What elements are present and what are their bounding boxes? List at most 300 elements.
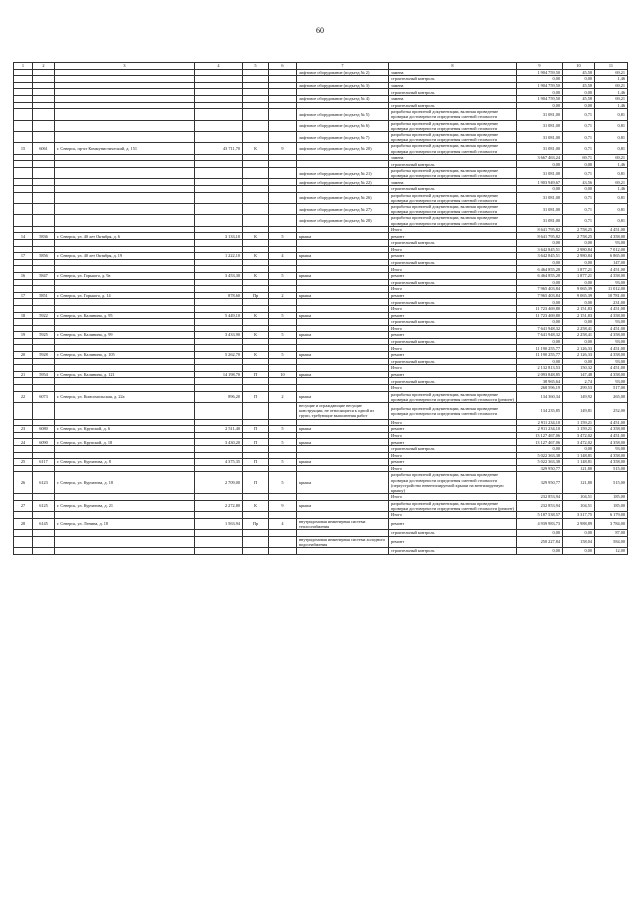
table-cell <box>243 102 269 109</box>
table-cell: 0,00 <box>563 102 595 109</box>
table-cell <box>297 530 389 537</box>
table-cell: 5925 <box>33 332 55 339</box>
table-cell: лифтовое оборудование (подъезд № 28) <box>297 215 389 226</box>
table-cell <box>195 536 243 547</box>
table-cell <box>269 154 297 161</box>
table-cell <box>195 239 243 246</box>
table-cell <box>269 179 297 186</box>
table-cell: 1,46 <box>595 76 628 83</box>
table-cell: 147,00 <box>595 259 628 266</box>
table-cell: разработка проектной документации, включая проведение проверки достоверности определения сметной стоимости <box>389 120 517 131</box>
table-cell: 299,53 <box>563 385 595 392</box>
table-cell: 4 358,00 <box>595 452 628 459</box>
table-cell <box>55 358 195 365</box>
table-cell: 1 904 759,50 <box>517 95 563 102</box>
table-cell <box>297 185 389 192</box>
table-cell: 9 <box>269 143 297 154</box>
table-cell: 28 <box>14 518 33 529</box>
table-cell <box>269 378 297 385</box>
table-cell <box>297 419 389 426</box>
table-cell <box>269 319 297 326</box>
table-cell: 104,51 <box>563 494 595 501</box>
table-cell <box>14 494 33 501</box>
table-cell: Итого <box>389 286 517 293</box>
table-cell <box>243 109 269 120</box>
table-row <box>14 299 628 306</box>
table-cell <box>269 548 297 555</box>
table-cell: 5847 <box>33 272 55 279</box>
table-row <box>14 472 628 494</box>
table-cell: 5856 <box>33 253 55 260</box>
table-cell: 2 911 234,10 <box>517 426 563 433</box>
table-cell: строительный контроль <box>389 530 517 537</box>
table-cell: 43 711,70 <box>195 143 243 154</box>
table-cell: 104,51 <box>563 500 595 511</box>
table-cell: 0,00 <box>517 239 563 246</box>
table-cell: 5928 <box>33 352 55 359</box>
table-cell: г. Северск, ул. Крупской, д. 6 <box>55 426 195 433</box>
table-cell <box>14 319 33 326</box>
table-cell <box>297 154 389 161</box>
table-cell: 6125 <box>33 500 55 511</box>
table-cell: 14 198,70 <box>195 371 243 378</box>
header-cell: 10 <box>563 63 595 70</box>
table-cell <box>269 95 297 102</box>
table-cell: Итого <box>389 432 517 439</box>
table-cell: 158,04 <box>563 536 595 547</box>
table-cell <box>55 185 195 192</box>
table-cell: г. Северск, ул. Горького, д. 9а <box>55 272 195 279</box>
table-cell <box>269 446 297 453</box>
table-cell <box>33 345 55 352</box>
table-cell <box>195 305 243 312</box>
table-cell <box>195 432 243 439</box>
table-cell: 19 <box>14 332 33 339</box>
table-cell: К <box>243 143 269 154</box>
table-cell <box>243 512 269 519</box>
table-cell <box>33 338 55 345</box>
table-row <box>14 500 628 511</box>
table-cell <box>195 279 243 286</box>
table-cell: 4 358,00 <box>595 233 628 240</box>
table-cell: 0,00 <box>563 530 595 537</box>
table-cell: 69,71 <box>563 154 595 161</box>
table-cell: 31 081,00 <box>517 167 563 178</box>
table-cell: 6061 <box>33 143 55 154</box>
table-cell: 0,00 <box>517 338 563 345</box>
table-cell: 0,00 <box>517 319 563 326</box>
table-cell <box>33 494 55 501</box>
table-row <box>14 76 628 83</box>
table-cell: 1 222,10 <box>195 253 243 260</box>
table-row <box>14 246 628 253</box>
table-cell: 878,60 <box>195 292 243 299</box>
table-cell: 1,46 <box>595 161 628 168</box>
table-cell: Итого <box>389 494 517 501</box>
table-cell: г. Северск, ул. Комсомольская, д. 22а <box>55 391 195 402</box>
table-cell: 6090 <box>33 439 55 446</box>
table-cell: 9 065,39 <box>563 292 595 299</box>
table-cell: 0,00 <box>563 239 595 246</box>
table-cell: 2 <box>269 391 297 402</box>
table-cell: строительный контроль <box>389 185 517 192</box>
table-cell <box>297 548 389 555</box>
table-cell <box>195 494 243 501</box>
table-cell: 93,00 <box>595 378 628 385</box>
table-cell: Итого <box>389 452 517 459</box>
table-cell <box>14 239 33 246</box>
table-cell: лифтовое оборудование (подъезд № 21) <box>297 167 389 178</box>
table-cell <box>269 131 297 142</box>
table-cell <box>33 203 55 214</box>
table-cell: г. Северск, ул. Калинина, д. 105 <box>55 352 195 359</box>
table-cell: 31 081,00 <box>517 109 563 120</box>
table-cell: лифтовое оборудование (подъезд № 7) <box>297 131 389 142</box>
table-cell <box>243 338 269 345</box>
table-row <box>14 102 628 109</box>
table-cell: 1 148,81 <box>563 459 595 466</box>
table-cell: 31 081,00 <box>517 215 563 226</box>
table-cell: крыша <box>297 332 389 339</box>
table-cell: ремонт <box>389 536 517 547</box>
table-cell: г. Северск, ул. Курчатова, д. 8 <box>55 459 195 466</box>
table-cell: 20 <box>14 352 33 359</box>
table-cell <box>14 109 33 120</box>
table-cell <box>14 403 33 420</box>
table-cell: 21 <box>14 371 33 378</box>
table-cell <box>269 286 297 293</box>
table-cell <box>55 82 195 89</box>
table-cell: крыша <box>297 292 389 299</box>
table-cell: 0,81 <box>595 143 628 154</box>
table-cell: крыша <box>297 439 389 446</box>
table-cell <box>33 266 55 273</box>
table-cell <box>55 239 195 246</box>
table-cell: 0,71 <box>563 120 595 131</box>
table-cell: 2 980,84 <box>563 246 595 253</box>
table-cell: строительный контроль <box>389 319 517 326</box>
table-cell <box>269 432 297 439</box>
table-cell <box>14 345 33 352</box>
table-cell: разработка проектной документации, включая проведение проверки достоверности определения сметной стоимости <box>389 143 517 154</box>
table-cell <box>243 76 269 83</box>
table-cell <box>14 226 33 233</box>
table-cell: 22 <box>14 391 33 402</box>
table-cell: ремонт <box>389 312 517 319</box>
table-cell <box>297 378 389 385</box>
table-cell <box>243 446 269 453</box>
table-cell <box>269 226 297 233</box>
table-cell: 1 148,81 <box>563 452 595 459</box>
table-cell <box>297 512 389 519</box>
table-cell: 5 <box>269 272 297 279</box>
table-cell <box>195 419 243 426</box>
table-cell: 4 375,35 <box>195 459 243 466</box>
table-cell <box>14 299 33 306</box>
table-cell <box>243 259 269 266</box>
table-cell: Итого <box>389 266 517 273</box>
table-cell: 2,74 <box>563 378 595 385</box>
table-cell <box>269 338 297 345</box>
table-cell <box>243 120 269 131</box>
table-cell: 4 358,00 <box>595 332 628 339</box>
table-cell: лифтовое оборудование (подъезд № 3) <box>297 82 389 89</box>
table-cell <box>269 185 297 192</box>
table-row <box>14 253 628 260</box>
table-cell <box>297 76 389 83</box>
table-cell <box>195 203 243 214</box>
table-cell: разработка проектной документации, включая проведение проверки достоверности определения сметной стоимости <box>389 215 517 226</box>
table-cell <box>55 299 195 306</box>
table-cell <box>243 530 269 537</box>
table-cell <box>55 266 195 273</box>
table-cell: 87,00 <box>595 530 628 537</box>
table-row <box>14 109 628 120</box>
table-cell <box>14 279 33 286</box>
table-cell <box>269 419 297 426</box>
table-cell: К <box>243 312 269 319</box>
table-cell: 0,00 <box>563 76 595 83</box>
table-cell: 1 159,21 <box>563 419 595 426</box>
table-cell <box>14 286 33 293</box>
table-cell <box>269 259 297 266</box>
table-cell <box>195 325 243 332</box>
table-cell: 0,00 <box>563 89 595 96</box>
table-cell <box>297 299 389 306</box>
table-cell <box>33 325 55 332</box>
table-cell: лифтовое оборудование (подъезд № 27) <box>297 203 389 214</box>
table-cell <box>14 385 33 392</box>
table-cell <box>243 239 269 246</box>
table-cell: 0,00 <box>563 338 595 345</box>
table-cell: 24 <box>14 439 33 446</box>
table-row <box>14 82 628 89</box>
table-cell: 69,21 <box>595 82 628 89</box>
table-cell <box>55 378 195 385</box>
table-row <box>14 292 628 299</box>
table-cell <box>195 185 243 192</box>
table-cell: 6080 <box>33 426 55 433</box>
table-cell: ремонт <box>389 292 517 299</box>
table-row <box>14 371 628 378</box>
table-cell: Пр <box>243 518 269 529</box>
table-cell <box>55 319 195 326</box>
table-cell: разработка проектной документации, включая проведение проверки достоверности определения сметной стоимости <box>389 192 517 203</box>
table-cell: 6145 <box>33 518 55 529</box>
table-cell: 12,00 <box>595 548 628 555</box>
table-cell: 2 151,83 <box>563 305 595 312</box>
table-cell <box>269 203 297 214</box>
table-cell: ремонт <box>389 459 517 466</box>
table-cell: ремонт <box>389 332 517 339</box>
table-cell <box>14 192 33 203</box>
table-cell: ремонт <box>389 439 517 446</box>
table-cell: 0,00 <box>517 161 563 168</box>
table-cell: г. Северск, ул. Горького, д. 14 <box>55 292 195 299</box>
table-cell: ремонт <box>389 518 517 529</box>
table-cell: 5954 <box>33 371 55 378</box>
table-cell <box>55 365 195 372</box>
table-cell <box>14 452 33 459</box>
table-cell: замена <box>389 154 517 161</box>
table-row <box>14 439 628 446</box>
table-cell: К <box>243 253 269 260</box>
table-cell: 265,00 <box>595 391 628 402</box>
table-cell: 2 911 234,10 <box>517 419 563 426</box>
table-cell <box>269 403 297 420</box>
table-cell <box>297 452 389 459</box>
table-cell: 1,46 <box>595 102 628 109</box>
table-cell: внутридомовая инженерная система холодного водоснабжения <box>297 536 389 547</box>
table-cell: П <box>243 371 269 378</box>
table-cell: 7 012,00 <box>595 246 628 253</box>
table-cell <box>269 246 297 253</box>
table-cell <box>14 446 33 453</box>
table-cell: 232 853,94 <box>517 500 563 511</box>
table-cell <box>14 530 33 537</box>
table-cell: 3 642 845,51 <box>517 246 563 253</box>
table-cell: 0,81 <box>595 192 628 203</box>
table-cell: крыша <box>297 312 389 319</box>
table-cell: 0,00 <box>563 299 595 306</box>
table-cell: 93,00 <box>595 279 628 286</box>
table-cell: г. Северск, ул. Крупской, д. 18 <box>55 439 195 446</box>
table-cell <box>33 131 55 142</box>
table-cell <box>243 154 269 161</box>
table-cell <box>55 465 195 472</box>
table-cell <box>243 89 269 96</box>
table-cell <box>195 89 243 96</box>
table-cell: строительный контроль <box>389 378 517 385</box>
table-cell: К <box>243 272 269 279</box>
table-cell <box>33 419 55 426</box>
table-cell <box>243 432 269 439</box>
table-cell <box>33 378 55 385</box>
table-cell: 2 709,00 <box>195 472 243 494</box>
table-cell <box>269 266 297 273</box>
table-cell <box>195 345 243 352</box>
table-cell <box>243 345 269 352</box>
table-cell: 17 <box>14 292 33 299</box>
table-cell <box>195 548 243 555</box>
table-cell: 38 965,64 <box>517 378 563 385</box>
table-cell <box>195 226 243 233</box>
table-row <box>14 215 628 226</box>
table-cell <box>14 512 33 519</box>
table-cell: ремонт <box>389 371 517 378</box>
table-cell: 45,58 <box>563 82 595 89</box>
table-cell <box>55 548 195 555</box>
table-cell: 4 451,00 <box>595 266 628 273</box>
table-cell <box>55 154 195 161</box>
table-cell <box>297 161 389 168</box>
table-cell <box>33 69 55 76</box>
table-cell: 7 641 948,32 <box>517 325 563 332</box>
table-cell <box>243 305 269 312</box>
table-row <box>14 403 628 420</box>
table-cell <box>14 365 33 372</box>
table-cell <box>243 192 269 203</box>
table-cell <box>269 279 297 286</box>
table-cell: 13 127 467,06 <box>517 432 563 439</box>
table-cell: 0,00 <box>517 89 563 96</box>
table-cell <box>243 419 269 426</box>
table-cell: строительный контроль <box>389 161 517 168</box>
table-cell <box>195 167 243 178</box>
header-cell: 4 <box>195 63 243 70</box>
page-number: 60 <box>316 26 324 35</box>
table-row <box>14 548 628 555</box>
table-row <box>14 332 628 339</box>
table-cell: строительный контроль <box>389 279 517 286</box>
table-cell <box>14 432 33 439</box>
table-cell: 3 642 845,51 <box>517 253 563 260</box>
table-cell: 3 433,90 <box>195 332 243 339</box>
table-cell <box>243 226 269 233</box>
table-cell: 7 965 403,84 <box>517 292 563 299</box>
table-cell <box>195 69 243 76</box>
table-cell <box>55 512 195 519</box>
table-cell: 0,00 <box>517 530 563 537</box>
table-cell <box>33 452 55 459</box>
table-row <box>14 432 628 439</box>
table-row <box>14 465 628 472</box>
table-cell: 121,80 <box>563 472 595 494</box>
table-cell <box>243 325 269 332</box>
table-cell: крыша <box>297 253 389 260</box>
table-cell: 69,21 <box>595 179 628 186</box>
table-cell: 2 272,80 <box>195 500 243 511</box>
table-cell <box>33 432 55 439</box>
table-cell <box>14 203 33 214</box>
table-row <box>14 131 628 142</box>
table-cell: Итого <box>389 305 517 312</box>
table-cell <box>297 102 389 109</box>
table-cell <box>243 167 269 178</box>
table-cell: Итого <box>389 385 517 392</box>
table-cell <box>297 432 389 439</box>
table-cell: разработка проектной документации, включая проведение проверки достоверности определения сметной стоимости <box>389 109 517 120</box>
header-cell: 2 <box>33 63 55 70</box>
table-row <box>14 286 628 293</box>
table-cell <box>269 102 297 109</box>
table-cell <box>297 266 389 273</box>
table-cell <box>14 548 33 555</box>
table-cell <box>243 403 269 420</box>
table-cell: 10 <box>269 371 297 378</box>
table-row <box>14 226 628 233</box>
table-cell <box>14 179 33 186</box>
table-cell: 3 133,10 <box>195 233 243 240</box>
table-row <box>14 305 628 312</box>
table-cell: 93,00 <box>595 239 628 246</box>
table-cell: строительный контроль <box>389 76 517 83</box>
table-cell: 1 877,21 <box>563 266 595 273</box>
table-cell <box>195 266 243 273</box>
table-cell <box>33 548 55 555</box>
table-cell: Итого <box>389 246 517 253</box>
table-cell <box>243 161 269 168</box>
table-cell <box>297 239 389 246</box>
table-row <box>14 391 628 402</box>
table-cell <box>33 185 55 192</box>
table-cell <box>14 325 33 332</box>
table-cell: 329 950,77 <box>517 465 563 472</box>
table-cell <box>55 403 195 420</box>
table-cell <box>243 266 269 273</box>
table-cell: 3 472,02 <box>563 432 595 439</box>
table-cell <box>243 131 269 142</box>
